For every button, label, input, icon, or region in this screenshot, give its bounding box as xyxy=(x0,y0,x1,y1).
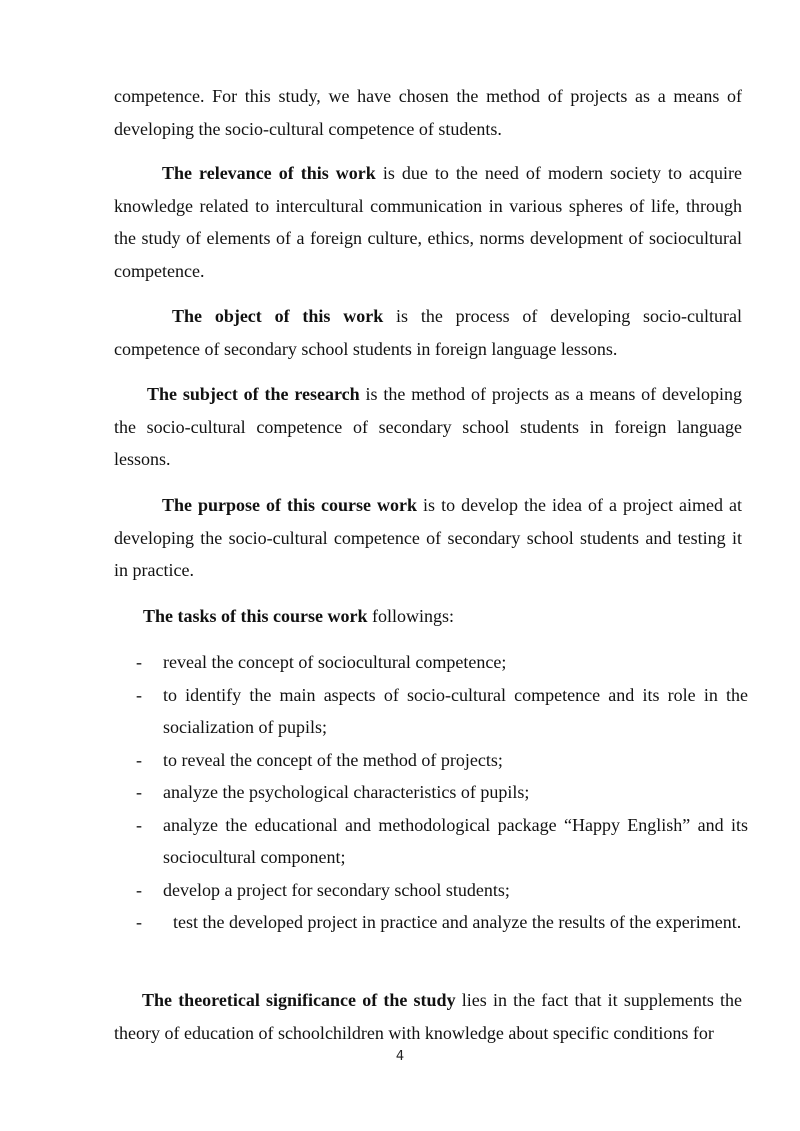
paragraph-text: is the method of projects as a means of developing the socio-cultural competence of secondary school students in foreign language lessons. xyxy=(114,384,742,469)
paragraph-purpose xyxy=(114,489,742,587)
paragraph-heading: The relevance of this work xyxy=(162,163,376,183)
list-dash: - xyxy=(136,749,142,770)
list-dash: - xyxy=(136,912,142,932)
paragraph-object xyxy=(114,300,742,365)
paragraph-theoretical-significance xyxy=(114,984,742,1049)
list-item xyxy=(136,906,748,939)
paragraph-text: is due to the need of modern society to acquire knowledge related to intercultural communication in various spheres of life, through the study of elements of a foreign culture, ethics, norms development of sociocultural competence. xyxy=(114,163,742,281)
paragraph-text: lies in the fact that it supplements the theory of education of schoolchildren with knowledge about specific conditions for xyxy=(114,990,743,1043)
list-dash: - xyxy=(136,652,142,672)
paragraph-subject xyxy=(114,378,742,476)
list-item xyxy=(136,874,748,907)
list-item-text: reveal the concept of sociocultural competence; xyxy=(163,652,507,672)
list-dash: - xyxy=(136,814,142,835)
list-item xyxy=(136,744,748,777)
paragraph-heading: The subject of the research xyxy=(147,384,360,404)
list-dash: - xyxy=(136,879,142,900)
paragraph-relevance xyxy=(114,157,742,287)
list-dash: - xyxy=(136,782,142,802)
paragraph-heading: The theoretical significance of the study xyxy=(142,990,456,1010)
list-dash: - xyxy=(136,684,142,705)
list-item-text: develop a project for secondary school students; xyxy=(163,879,510,900)
paragraph-text: followings: xyxy=(367,606,455,626)
list-item xyxy=(136,679,748,744)
list-item xyxy=(136,776,748,809)
paragraph-heading: The purpose of this course work xyxy=(162,495,418,515)
tasks-list xyxy=(136,646,748,939)
list-item-text: test the developed project in practice and analyze the results of the experiment. xyxy=(173,912,742,932)
list-item-text: to identify the main aspects of socio-cultural competence and its role in the socialization of pupils; xyxy=(163,684,748,737)
paragraph-intro xyxy=(114,80,742,145)
paragraph-text: competence. For this study, we have chosen the method of projects as a means of developing the socio-cultural competence of students. xyxy=(114,86,742,139)
paragraph-tasks xyxy=(114,600,742,633)
list-item-text: analyze the educational and methodological package “Happy English” and its sociocultural component; xyxy=(163,814,748,867)
paragraph-text: is the process of developing socio-cultural competence of secondary school students in foreign language lessons. xyxy=(114,306,742,359)
paragraph-heading: The object of this work xyxy=(172,306,384,326)
list-item-text: analyze the psychological characteristics of pupils; xyxy=(163,782,530,802)
paragraph-text: is to develop the idea of a project aimed at developing the socio-cultural competence of secondary school students and testing it in practice. xyxy=(114,495,742,580)
list-item xyxy=(136,646,748,679)
list-item xyxy=(136,809,748,874)
paragraph-heading: The tasks of this course work xyxy=(143,606,368,626)
page-number: 4 xyxy=(395,1049,405,1064)
list-item-text: to reveal the concept of the method of projects; xyxy=(163,749,503,770)
